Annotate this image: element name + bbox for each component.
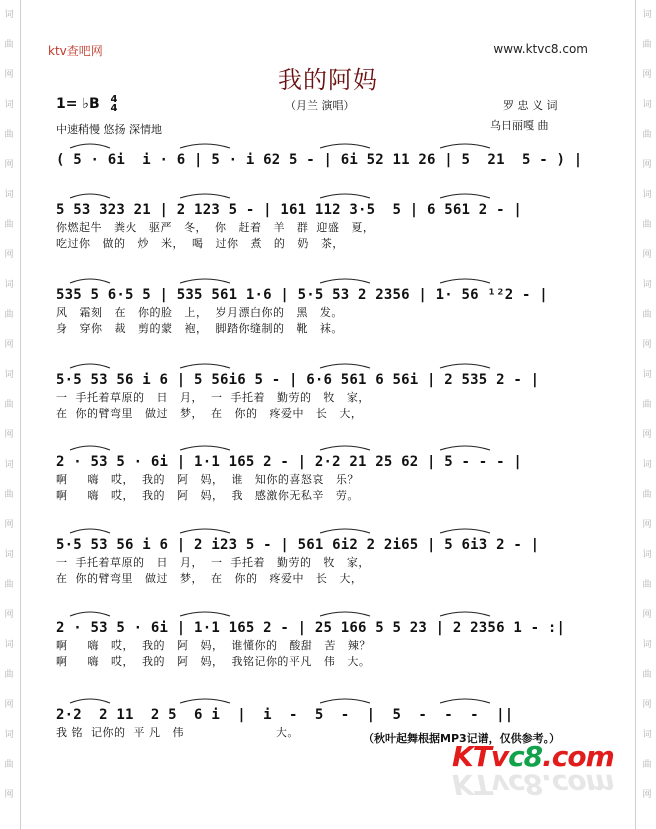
slur-mark <box>320 612 370 616</box>
lyric-line: 你燃起牛 粪火 驱严 冬， 你 赶着 羊 群 迎盛 夏， <box>56 221 375 234</box>
watermark-glyph: 曲 <box>642 220 652 230</box>
brand-label: ktv查吧网 <box>48 44 103 58</box>
slur-mark <box>70 279 110 283</box>
watermark-glyph: 词 <box>4 100 14 110</box>
notation-line: 2 · 53 5 · 6i | 1·1 165 2 - | 2·2 21 25 62 | 5 - - - | <box>56 454 522 470</box>
transcription-note: （秋叶起舞根据MP3记谱，仅供参考。） <box>363 732 561 745</box>
slur-mark <box>180 279 230 283</box>
watermark-glyph: 网 <box>4 700 14 710</box>
slur-mark <box>440 446 490 450</box>
watermark-glyph: 词 <box>4 370 14 380</box>
slur-mark <box>320 144 370 148</box>
slur-mark <box>180 144 230 148</box>
watermark-glyph: 词 <box>642 640 652 650</box>
slur-mark <box>70 364 110 368</box>
watermark-glyph: 曲 <box>642 670 652 680</box>
key-signature <box>56 95 117 113</box>
watermark-glyph: 词 <box>642 730 652 740</box>
watermark-glyph: 词 <box>4 460 14 470</box>
watermark-glyph: 词 <box>642 460 652 470</box>
left-margin-line <box>20 0 21 829</box>
slur-mark <box>180 612 230 616</box>
watermark-glyph: 曲 <box>4 310 14 320</box>
slur-mark <box>440 279 490 283</box>
lyric-line: 啊 嗨 哎， 我的 阿 妈， 谁懂你的 酸甜 苦 辣？ <box>56 639 371 652</box>
notation-line: 5 53 323 21 | 2 123 5 - | 161 112 3·5 5 | 6 561 2 - | <box>56 202 522 218</box>
logo-reflection: KTvc8.com <box>452 768 614 801</box>
logo-part-ktv: KTv <box>452 740 509 773</box>
watermark-glyph: 网 <box>4 610 14 620</box>
slur-mark <box>180 194 230 198</box>
slur-mark <box>440 144 490 148</box>
slur-mark <box>320 699 370 703</box>
slur-mark <box>320 364 370 368</box>
tempo-marking: 中速稍慢 悠扬 深情地 <box>56 123 162 136</box>
right-margin-line <box>635 0 636 829</box>
watermark-glyph: 词 <box>642 370 652 380</box>
slur-mark <box>440 194 490 198</box>
watermark-glyph: 网 <box>642 430 652 440</box>
watermark-glyph: 网 <box>642 520 652 530</box>
watermark-glyph: 网 <box>642 700 652 710</box>
key-label: 1= ♭B <box>56 96 100 112</box>
slur-mark <box>180 529 230 533</box>
lyric-line: 风 霜刻 在 你的脸 上， 岁月漂白你的 黑 发。 <box>56 306 343 319</box>
watermark-glyph: 词 <box>642 10 652 20</box>
watermark-glyph: 曲 <box>642 760 652 770</box>
watermark-glyph: 曲 <box>642 580 652 590</box>
notation-line: 5·5 53 56 i 6 | 5 56i6 5 - | 6·6 561 6 56i | 2 535 2 - | <box>56 372 540 388</box>
watermark-glyph: 曲 <box>4 130 14 140</box>
slur-mark <box>70 446 110 450</box>
watermark-glyph: 网 <box>4 160 14 170</box>
singer-credit: （月兰 演唱） <box>285 99 355 112</box>
watermark-glyph: 网 <box>4 340 14 350</box>
time-signature <box>111 95 118 113</box>
slur-mark <box>440 364 490 368</box>
slur-mark <box>320 194 370 198</box>
right-watermark-strip <box>640 0 654 829</box>
watermark-glyph: 曲 <box>4 220 14 230</box>
lyric-line: 身 穿你 裁 剪的蒙 袍， 脚踏你缝制的 靴 袜。 <box>56 322 343 335</box>
watermark-glyph: 网 <box>642 160 652 170</box>
watermark-glyph: 网 <box>4 250 14 260</box>
watermark-glyph: 曲 <box>4 490 14 500</box>
score-row <box>56 452 590 504</box>
slur-mark <box>180 364 230 368</box>
lyric-line: 在 你的臂弯里 做过 梦， 在 你的 疼爱中 长 大， <box>56 572 363 585</box>
meter-bottom: 4 <box>110 103 118 114</box>
watermark-glyph: 词 <box>642 280 652 290</box>
slur-mark <box>180 446 230 450</box>
watermark-glyph: 词 <box>4 640 14 650</box>
slur-mark <box>440 699 490 703</box>
watermark-glyph: 词 <box>642 190 652 200</box>
watermark-glyph: 网 <box>642 250 652 260</box>
composer-credit: 乌日丽嘎 曲 <box>490 119 549 132</box>
score-row <box>56 285 590 337</box>
slur-mark <box>180 699 230 703</box>
lyric-line: 我 铭 记你的 平 凡 伟 大。 <box>56 726 299 739</box>
slur-mark <box>70 612 110 616</box>
watermark-glyph: 网 <box>642 610 652 620</box>
site-url: www.ktvc8.com <box>493 42 588 56</box>
watermark-glyph: 曲 <box>642 490 652 500</box>
slur-mark <box>70 194 110 198</box>
lyric-line: 一 手托着草原的 日 月， 一 手托着 勤劳的 牧 家， <box>56 556 370 569</box>
notation-line: 5·5 53 56 i 6 | 2 i23 5 - | 561 6i2 2 2i65 | 5 6i3 2 - | <box>56 537 540 553</box>
slur-mark <box>70 144 110 148</box>
watermark-glyph: 词 <box>4 190 14 200</box>
watermark-glyph: 曲 <box>642 40 652 50</box>
watermark-glyph: 曲 <box>642 310 652 320</box>
lyric-line: 啊 嗨 哎， 我的 阿 妈， 谁 知你的喜怒哀 乐？ <box>56 473 359 486</box>
score-row <box>56 618 590 670</box>
lyric-line: 吃过你 做的 炒 米， 喝 过你 煮 的 奶 茶， <box>56 237 344 250</box>
watermark-glyph: 词 <box>4 550 14 560</box>
meter-top: 4 <box>110 94 118 105</box>
watermark-glyph: 网 <box>4 520 14 530</box>
lyric-line: 啊 嗨 哎， 我的 阿 妈， 我 感激你无私辛 劳。 <box>56 489 359 502</box>
slur-mark <box>320 446 370 450</box>
watermark-glyph: 词 <box>4 280 14 290</box>
logo-part-c8: c8 <box>508 740 543 773</box>
slur-mark <box>70 699 110 703</box>
watermark-glyph: 曲 <box>4 670 14 680</box>
watermark-glyph: 词 <box>4 10 14 20</box>
logo-part-com: .com <box>542 740 614 773</box>
watermark-glyph: 网 <box>642 340 652 350</box>
watermark-glyph: 曲 <box>4 40 14 50</box>
score-row <box>56 535 590 587</box>
watermark-glyph: 网 <box>642 790 652 800</box>
watermark-glyph: 词 <box>642 100 652 110</box>
lyricist-credit: 罗 忠 义 词 <box>503 99 558 112</box>
notation-line: ( 5 · 6i i · 6 | 5 · i 62 5 - | 6i 52 11 26 | 5 21 5 - ) | <box>56 152 583 168</box>
watermark-glyph: 曲 <box>4 760 14 770</box>
watermark-glyph: 曲 <box>4 400 14 410</box>
watermark-glyph: 网 <box>4 430 14 440</box>
slur-mark <box>70 529 110 533</box>
score-row <box>56 370 590 422</box>
slur-mark <box>440 529 490 533</box>
watermark-glyph: 曲 <box>642 400 652 410</box>
watermark-glyph: 网 <box>4 70 14 80</box>
score-row <box>56 150 590 170</box>
notation-line: 2 · 53 5 · 6i | 1·1 165 2 - | 25 166 5 5 23 | 2 2356 1 - :| <box>56 620 566 636</box>
lyric-line: 在 你的臂弯里 做过 梦， 在 你的 疼爱中 长 大， <box>56 407 363 420</box>
slur-mark <box>440 612 490 616</box>
lyric-line: 一 手托着草原的 日 月， 一 手托着 勤劳的 牧 家， <box>56 391 370 404</box>
left-watermark-strip <box>2 0 16 829</box>
watermark-glyph: 曲 <box>642 130 652 140</box>
watermark-glyph: 网 <box>4 790 14 800</box>
notation-line: 2·2 2 11 2 5 6 i | i - 5 - | 5 - - - || <box>56 707 514 723</box>
watermark-glyph: 网 <box>642 70 652 80</box>
song-title: 我的阿妈 <box>278 66 378 94</box>
score-row <box>56 200 590 252</box>
watermark-glyph: 曲 <box>4 580 14 590</box>
notation-line: 535 5 6·5 5 | 535 561 1·6 | 5·5 53 2 2356 | 1· 56 ¹²2 - | <box>56 287 548 303</box>
slur-mark <box>320 529 370 533</box>
watermark-glyph: 词 <box>4 730 14 740</box>
slur-mark <box>320 279 370 283</box>
watermark-glyph: 词 <box>642 550 652 560</box>
lyric-line: 啊 嗨 哎， 我的 阿 妈， 我铭记你的平凡 伟 大。 <box>56 655 371 668</box>
